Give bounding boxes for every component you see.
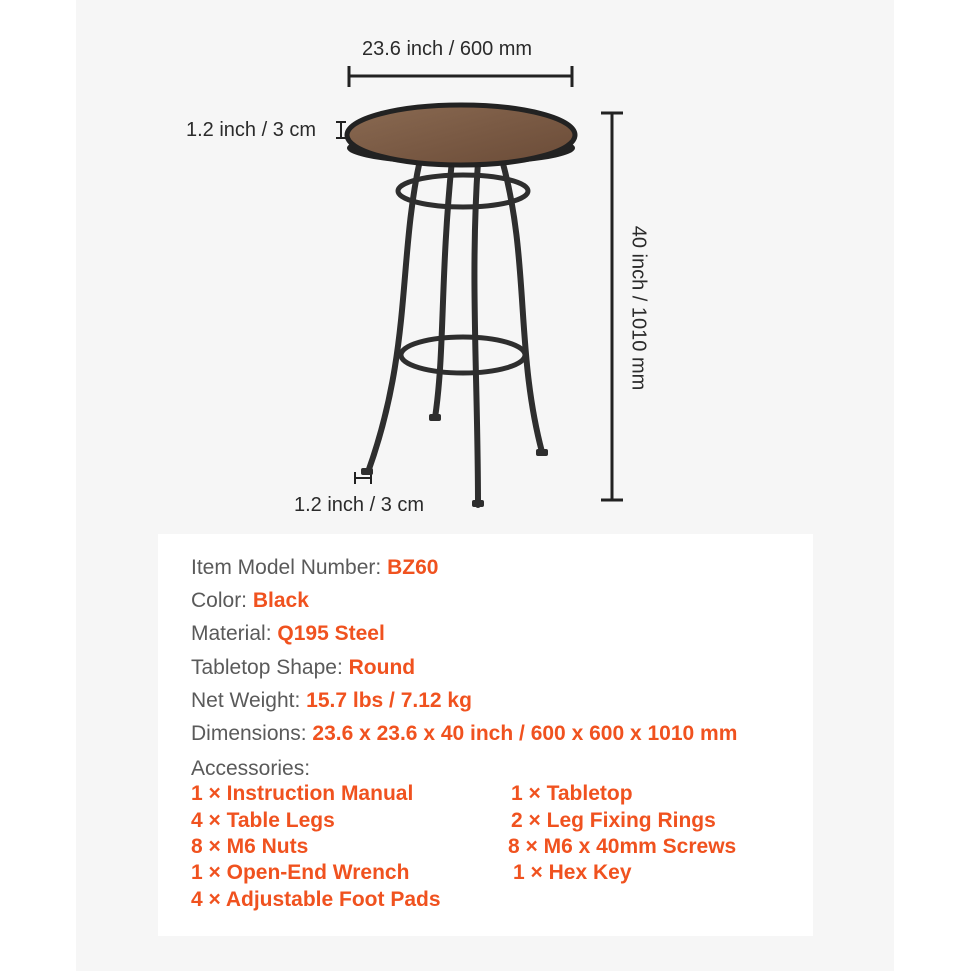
spec-label: Net Weight: bbox=[191, 689, 301, 712]
spec-value: 15.7 lbs / 7.12 kg bbox=[306, 689, 472, 712]
spec-shape bbox=[191, 656, 415, 680]
spec-weight bbox=[191, 689, 472, 713]
spec-value: Q195 Steel bbox=[277, 622, 385, 645]
spec-label: Color: bbox=[191, 589, 248, 612]
top-thickness-label: 1.2 inch / 3 cm bbox=[186, 119, 317, 141]
accessory-item: 1 × Open-End Wrench bbox=[191, 861, 410, 884]
spec-label: Item Model Number: bbox=[191, 556, 382, 579]
accessory-item: 4 × Adjustable Foot Pads bbox=[191, 888, 441, 911]
spec-value: Round bbox=[348, 656, 416, 679]
height-dimension-line bbox=[601, 113, 623, 500]
accessory-item: 1 × Hex Key bbox=[513, 861, 632, 884]
spec-dimensions bbox=[191, 722, 737, 746]
top-thickness-marker bbox=[336, 122, 346, 138]
tabletop bbox=[347, 105, 575, 165]
width-dimension-line bbox=[349, 66, 572, 87]
spec-value: BZ60 bbox=[387, 556, 439, 579]
table-legs bbox=[368, 160, 542, 505]
spec-value: Black bbox=[252, 589, 309, 612]
accessory-item: 1 × Instruction Manual bbox=[191, 782, 414, 805]
accessory-item: 1 × Tabletop bbox=[511, 782, 633, 805]
spec-model bbox=[191, 556, 438, 580]
spec-label: Material: bbox=[191, 622, 272, 645]
spec-color bbox=[191, 589, 309, 613]
spec-label: Tabletop Shape: bbox=[191, 656, 343, 679]
accessory-item: 2 × Leg Fixing Rings bbox=[511, 809, 716, 832]
spec-value: 23.6 x 23.6 x 40 inch / 600 x 600 x 1010 mm bbox=[312, 722, 738, 745]
spec-label: Dimensions: bbox=[191, 722, 307, 745]
accessory-item: 4 × Table Legs bbox=[191, 809, 335, 832]
accessories-title: Accessories: bbox=[191, 757, 311, 780]
spec-material bbox=[191, 622, 385, 646]
accessory-item: 8 × M6 Nuts bbox=[191, 835, 309, 858]
lower-fixing-ring bbox=[401, 337, 525, 373]
width-label: 23.6 inch / 600 mm bbox=[362, 38, 533, 60]
leg-thickness-label: 1.2 inch / 3 cm bbox=[294, 494, 425, 516]
accessory-item: 8 × M6 x 40mm Screws bbox=[508, 835, 737, 858]
height-label: 40 inch / 1010 mm bbox=[627, 225, 650, 391]
spec-card bbox=[158, 534, 813, 936]
